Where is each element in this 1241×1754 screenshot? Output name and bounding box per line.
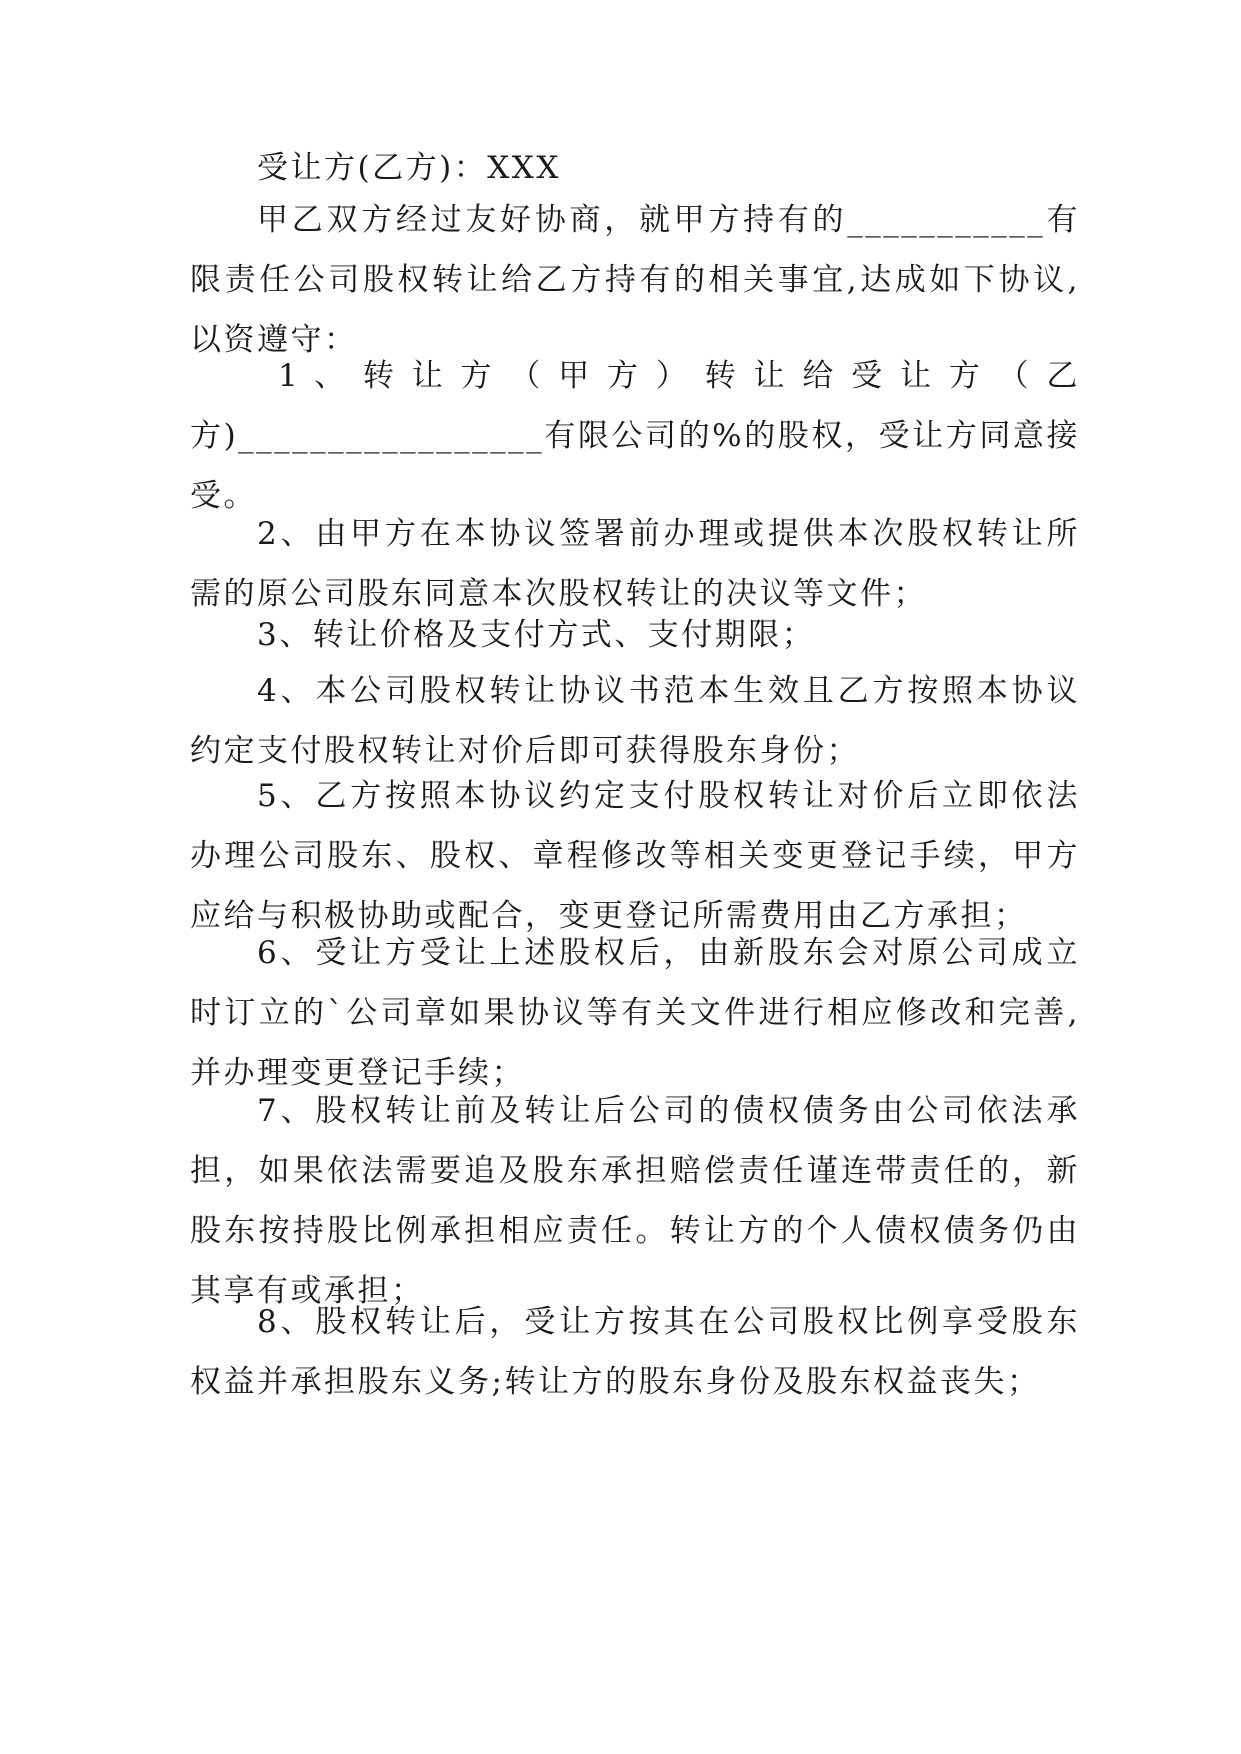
transferee-line [190,138,1080,198]
clause-8 [190,1292,1080,1412]
paragraph-line: 3、转让价格及支付方式、支付期限； [257,617,816,653]
paragraph-line: 受让方(乙方)：XXX [257,150,561,186]
paragraph-line: 股东按持股比例承担相应责任。转让方的个人债权债务仍由 [190,1213,1080,1249]
paragraph-line: 时订立的`公司章如果协议等有关文件进行相应修改和完善, [190,995,1080,1031]
paragraph-line: 权益并承担股东义务;转让方的股东身份及股东权益丧失； [190,1364,1041,1400]
paragraph-line: 1 、 转 让 方 （ 甲 方 ） 转 让 给 受 让 方 （ 乙 [278,358,1080,394]
paragraph-line: 方)_________________有限公司的%的股权，受让方同意接 [190,418,1080,454]
paragraph-line: 并办理变更登记手续； [190,1055,525,1091]
paragraph-line: 5、乙方按照本协议约定支付股权转让对价后立即依法 [257,778,1080,814]
paragraph-line: 约定支付股权转让对价后即可获得股东身份； [190,733,860,769]
paragraph-line: 办理公司股东、股权、章程修改等相关变更登记手续，甲方 [190,838,1080,874]
paragraph-line: 限责任公司股权转让给乙方持有的相关事宜,达成如下协议, [190,262,1080,298]
clause-7 [190,1081,1080,1321]
clause-4 [190,661,1080,781]
paragraph-line: 4、本公司股权转让协议书范本生效且乙方按照本协议 [257,673,1080,709]
paragraph-line: 需的原公司股东同意本次股权转让的决议等文件； [190,576,927,612]
clause-5 [190,766,1080,946]
paragraph-line: 担，如果依法需要追及股东承担赔偿责任谨连带责任的，新 [190,1153,1080,1189]
paragraph-line: 6、受让方受让上述股权后，由新股东会对原公司成立 [257,935,1080,971]
clause-3 [190,605,1080,665]
paragraph-line: 甲乙双方经过友好协商，就甲方持有的___________有 [257,202,1080,238]
paragraph-line: 以资遵守： [190,322,358,358]
clause-6 [190,923,1080,1103]
paragraph-line: 其享有或承担； [190,1273,425,1309]
preamble-paragraph [190,190,1080,370]
paragraph-line: 8、股权转让后，受让方按其在公司股权比例享受股东 [257,1304,1080,1340]
paragraph-line: 受。 [190,478,257,514]
paragraph-line: 7、股权转让前及转让后公司的债权债务由公司依法承 [257,1093,1080,1129]
clause-1 [190,346,1080,526]
paragraph-line: 应给与积极协助或配合，变更登记所需费用由乙方承担； [190,898,1028,934]
paragraph-line: 2、由甲方在本协议签署前办理或提供本次股权转让所 [257,516,1080,552]
